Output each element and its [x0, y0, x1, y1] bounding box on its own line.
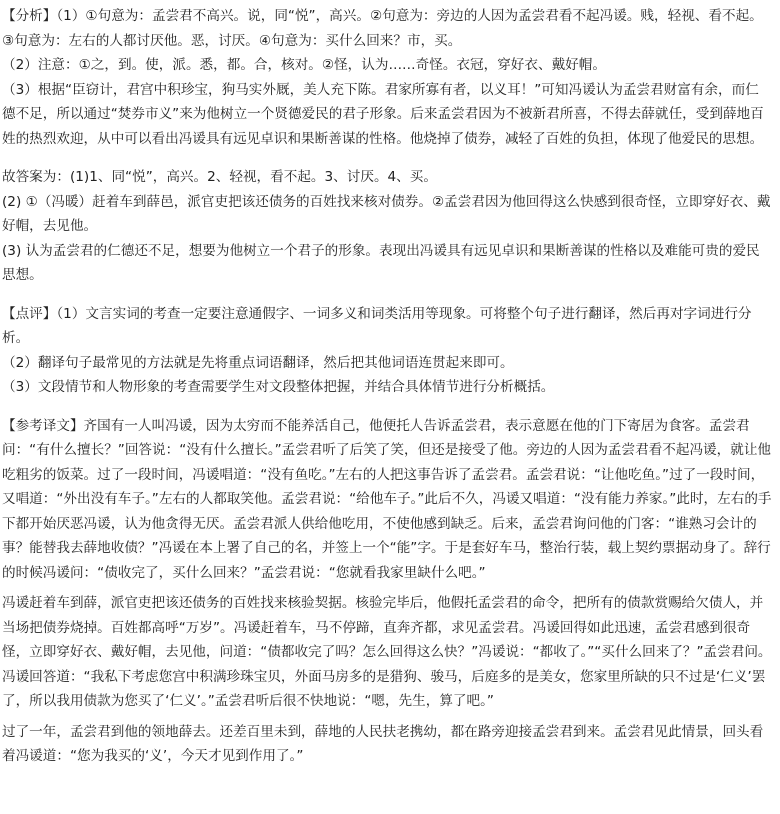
answer-paragraph-3: (3) 认为孟尝君的仁德还不足，想要为他树立一个君子的形象。表现出冯谖具有远见卓识和果断善谋的性格以及难能可贵的爱民思想。 — [2, 242, 760, 283]
analysis-section — [0, 4, 780, 151]
comment-paragraph-3: （3）文段情节和人物形象的考查需要学生对文段整体把握，并结合具体情节进行分析概括。 — [2, 379, 555, 395]
translation-paragraph-1: 【参考译文】齐国有一人叫冯谖，因为太穷而不能养活自己，他便托人告诉孟尝君，表示意愿在他的门下寄居为食客。孟尝君问：“有什么擅长？”回答说：“没有什么擅长。”孟尝君听了后笑了笑，但还是接受了他。旁边的人因为孟尝君看不起冯谖，就让他吃粗劣的饭菜。过了一段时间，冯谖唱道：“没有鱼吃。”左右的人把这事告诉了孟尝君。孟尝君说：“让他吃鱼。”过了一段时间，又唱道：“外出没有车子。”左右的人都取笑他。孟尝君说：“给他车子。”此后不久，冯谖又唱道：“没有能力养家。”此时，左右的手下都开始厌恶冯谖，认为他贪得无厌。孟尝君派人供给他吃用，不使他感到缺乏。后来，孟尝君询问他的门客：“谁熟习会计的事？能替我去薛地收债？”冯谖在本上署了自己的名，并签上一个“能”字。于是套好车马，整治行装，载上契约票据动身了。辞行的时候冯谖问：“债收完了，买什么回来？”孟尝君说：“您就看我家里缺什么吧。” — [2, 417, 772, 581]
section-gap — [0, 288, 780, 302]
section-gap — [0, 400, 780, 414]
comment-section — [0, 302, 780, 400]
answer-paragraph-1: 故答案为：(1)1、同“悦”，高兴。2、轻视，看不起。3、讨厌。4、买。 — [2, 169, 437, 185]
translation-paragraph-3: 过了一年，孟尝君到他的领地薛去。还差百里未到，薛地的人民扶老携幼，都在路旁迎接孟尝君到来。孟尝君见此情景，回头看着冯谖道：“您为我买的‘义’，今天才见到作用了。” — [2, 723, 764, 764]
analysis-paragraph-1: 【分析】（1）①句意为：孟尝君不高兴。说，同“悦”，高兴。②句意为：旁边的人因为孟尝君看不起冯谖。贱，轻视、看不起。③句意为：左右的人都讨厌他。恶，讨厌。④句意为：买什么回来？市，买。 — [2, 8, 763, 49]
section-gap — [0, 151, 780, 165]
translation-section — [0, 414, 780, 769]
analysis-paragraph-2: （2）注意：①之，到。使，派。悉，都。合，核对。②怪，认为……奇怪。衣冠，穿好衣、戴好帽。 — [2, 57, 606, 73]
comment-paragraph-1: 【点评】（1）文言实词的考查一定要注意通假字、一词多义和词类活用等现象。可将整个句子进行翻译，然后再对字词进行分析。 — [2, 305, 752, 346]
comment-paragraph-2: （2）翻译句子最常见的方法就是先将重点词语翻译，然后把其他词语连贯起来即可。 — [2, 354, 514, 371]
answer-section — [0, 165, 780, 288]
analysis-paragraph-3: （3）根据“臣窃计，君宫中积珍宝，狗马实外厩，美人充下陈。君家所寡有者，以义耳！”可知冯谖认为孟尝君财富有余，而仁德不足，所以通过“焚券市义”来为他树立一个贤德爱民的君子形象。后来孟尝君因为不被新君所喜，不得去薛就任，受到薛地百姓的热烈欢迎，从中可以看出冯谖具有远见卓识和果断善谋的性格。他烧掉了债券，减轻了百姓的负担，体现了他爱民的思想。 — [2, 81, 764, 147]
translation-paragraph-2: 冯谖赶着车到薛，派官吏把该还债务的百姓找来核验契据。核验完毕后，他假托孟尝君的命令，把所有的债款赏赐给欠债人，并当场把债券烧掉。百姓都高呼“万岁”。冯谖赶着车，马不停蹄，直奔齐都，求见孟尝君。冯谖回得如此迅速，孟尝君感到很奇怪，立即穿好衣、戴好帽，去见他，问道：“债都收完了吗？怎么回得这么快？”冯谖说：“都收了。”“买什么回来了？”孟尝君问。冯谖回答道：“我私下考虑您宫中积满珍珠宝贝，外面马房多的是猎狗、骏马，后庭多的是美女，您家里所缺的只不过是‘仁义’罢了，所以我用债款为您买了‘仁义’。”孟尝君听后很不快地说：“嗯，先生，算了吧。” — [2, 595, 772, 709]
answer-paragraph-2: (2) ①（冯暖）赶着车到薛邑，派官吏把该还债务的百姓找来核对债券。②孟尝君因为他回得这么快感到很奇怪，立即穿好衣、戴好帽，去见他。 — [2, 193, 771, 234]
